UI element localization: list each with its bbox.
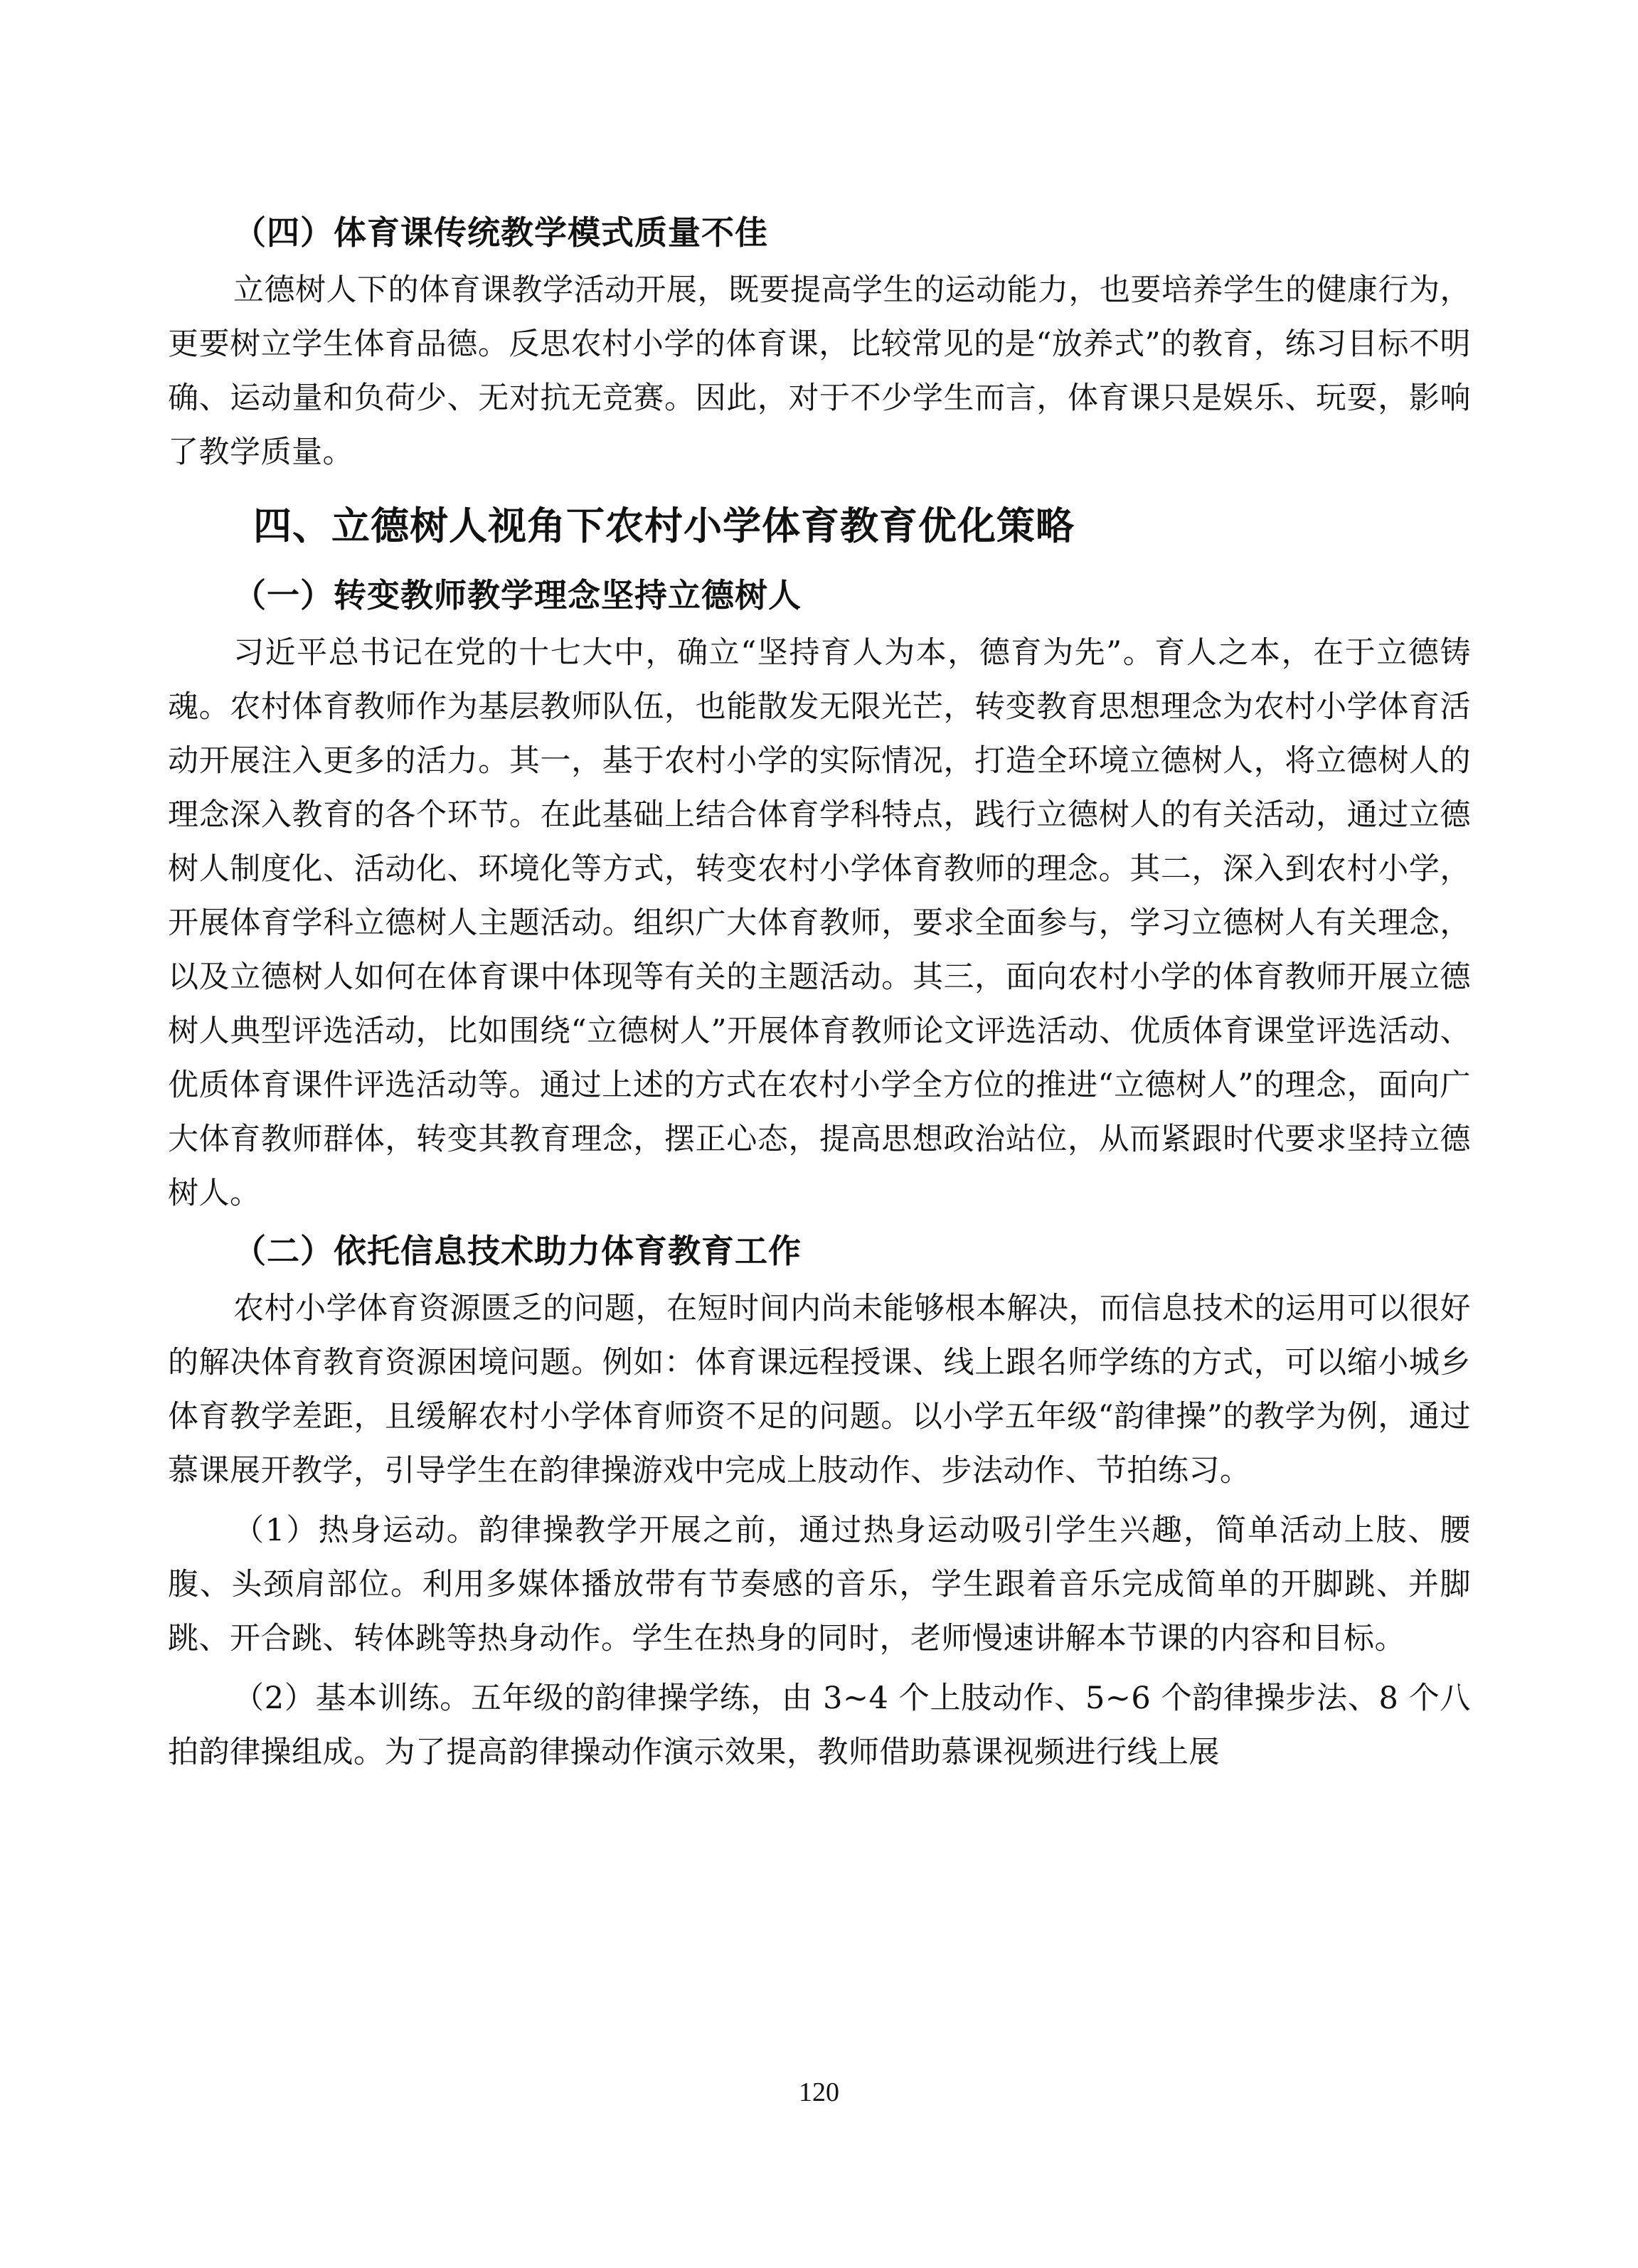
subsection-heading-2: （二）依托信息技术助力体育教育工作 bbox=[233, 1232, 802, 1270]
page-number: 120 bbox=[799, 2077, 839, 2107]
paragraph: 农村小学体育资源匮乏的问题，在短时间内尚未能够根本解决，而信息技术的运用可以很好的解决体育教育资源困境问题。例如：体育课远程授课、线上跟名师学练的方式，可以缩小城乡体育教学差距，且缓解农村小学体育师资不足的问题。以小学五年级“韵律操”的教学为例，通过慕课展开教学，引导学生在韵律操游戏中完成上肢动作、步法动作、节拍练习。 bbox=[168, 1291, 1471, 1489]
paragraph: （1）热身运动。韵律操教学开展之前，通过热身运动吸引学生兴趣，简单活动上肢、腰腹、头颈肩部位。利用多媒体播放带有节奏感的音乐，学生跟着音乐完成简单的开脚跳、并脚跳、开合跳、转体跳等热身动作。学生在热身的同时，老师慢速讲解本节课的内容和目标。 bbox=[168, 1513, 1471, 1656]
paragraph: 立德树人下的体育课教学活动开展，既要提高学生的运动能力，也要培养学生的健康行为，更要树立学生体育品德。反思农村小学的体育课，比较常见的是“放养式”的教育，练习目标不明确、运动量和负荷少、无对抗无竞赛。因此，对于不少学生而言，体育课只是娱乐、玩耍，影响了教学质量。 bbox=[168, 272, 1471, 470]
paragraph: （2）基本训练。五年级的韵律操学练，由 3~4 个上肢动作、5~6 个韵律操步法、8 个八拍韵律操组成。为了提高韵律操动作演示效果，教师借助慕课视频进行线上展 bbox=[168, 1681, 1471, 1770]
page-body bbox=[168, 208, 1471, 1785]
section-heading: 四、立德树人视角下农村小学体育教育优化策略 bbox=[253, 504, 1075, 548]
paragraph: 习近平总书记在党的十七大中，确立“坚持育人为本，德育为先”。育人之本，在于立德铸魂。农村体育教师作为基层教师队伍，也能散发无限光芒，转变教育思想理念为农村小学体育活动开展注入更多的活力。其一，基于农村小学的实际情况，打造全环境立德树人，将立德树人的理念深入教育的各个环节。在此基础上结合体育学科特点，践行立德树人的有关活动，通过立德树人制度化、活动化、环境化等方式，转变农村小学体育教师的理念。其二，深入到农村小学，开展体育学科立德树人主题活动。组织广大体育教师，要求全面参与，学习立德树人有关理念，以及立德树人如何在体育课中体现等有关的主题活动。其三，面向农村小学的体育教师开展立德树人典型评选活动，比如围绕“立德树人”开展体育教师论文评选活动、优质体育课堂评选活动、优质体育课件评选活动等。通过上述的方式在农村小学全方位的推进“立德树人”的理念，面向广大体育教师群体，转变其教育理念，摆正心态，提高思想政治站位，从而紧跟时代要求坚持立德树人。 bbox=[168, 635, 1471, 1211]
subsection-heading-1: （一）转变教师教学理念坚持立德树人 bbox=[233, 576, 802, 614]
subsection-heading-4: （四）体育课传统教学模式质量不佳 bbox=[233, 213, 768, 252]
